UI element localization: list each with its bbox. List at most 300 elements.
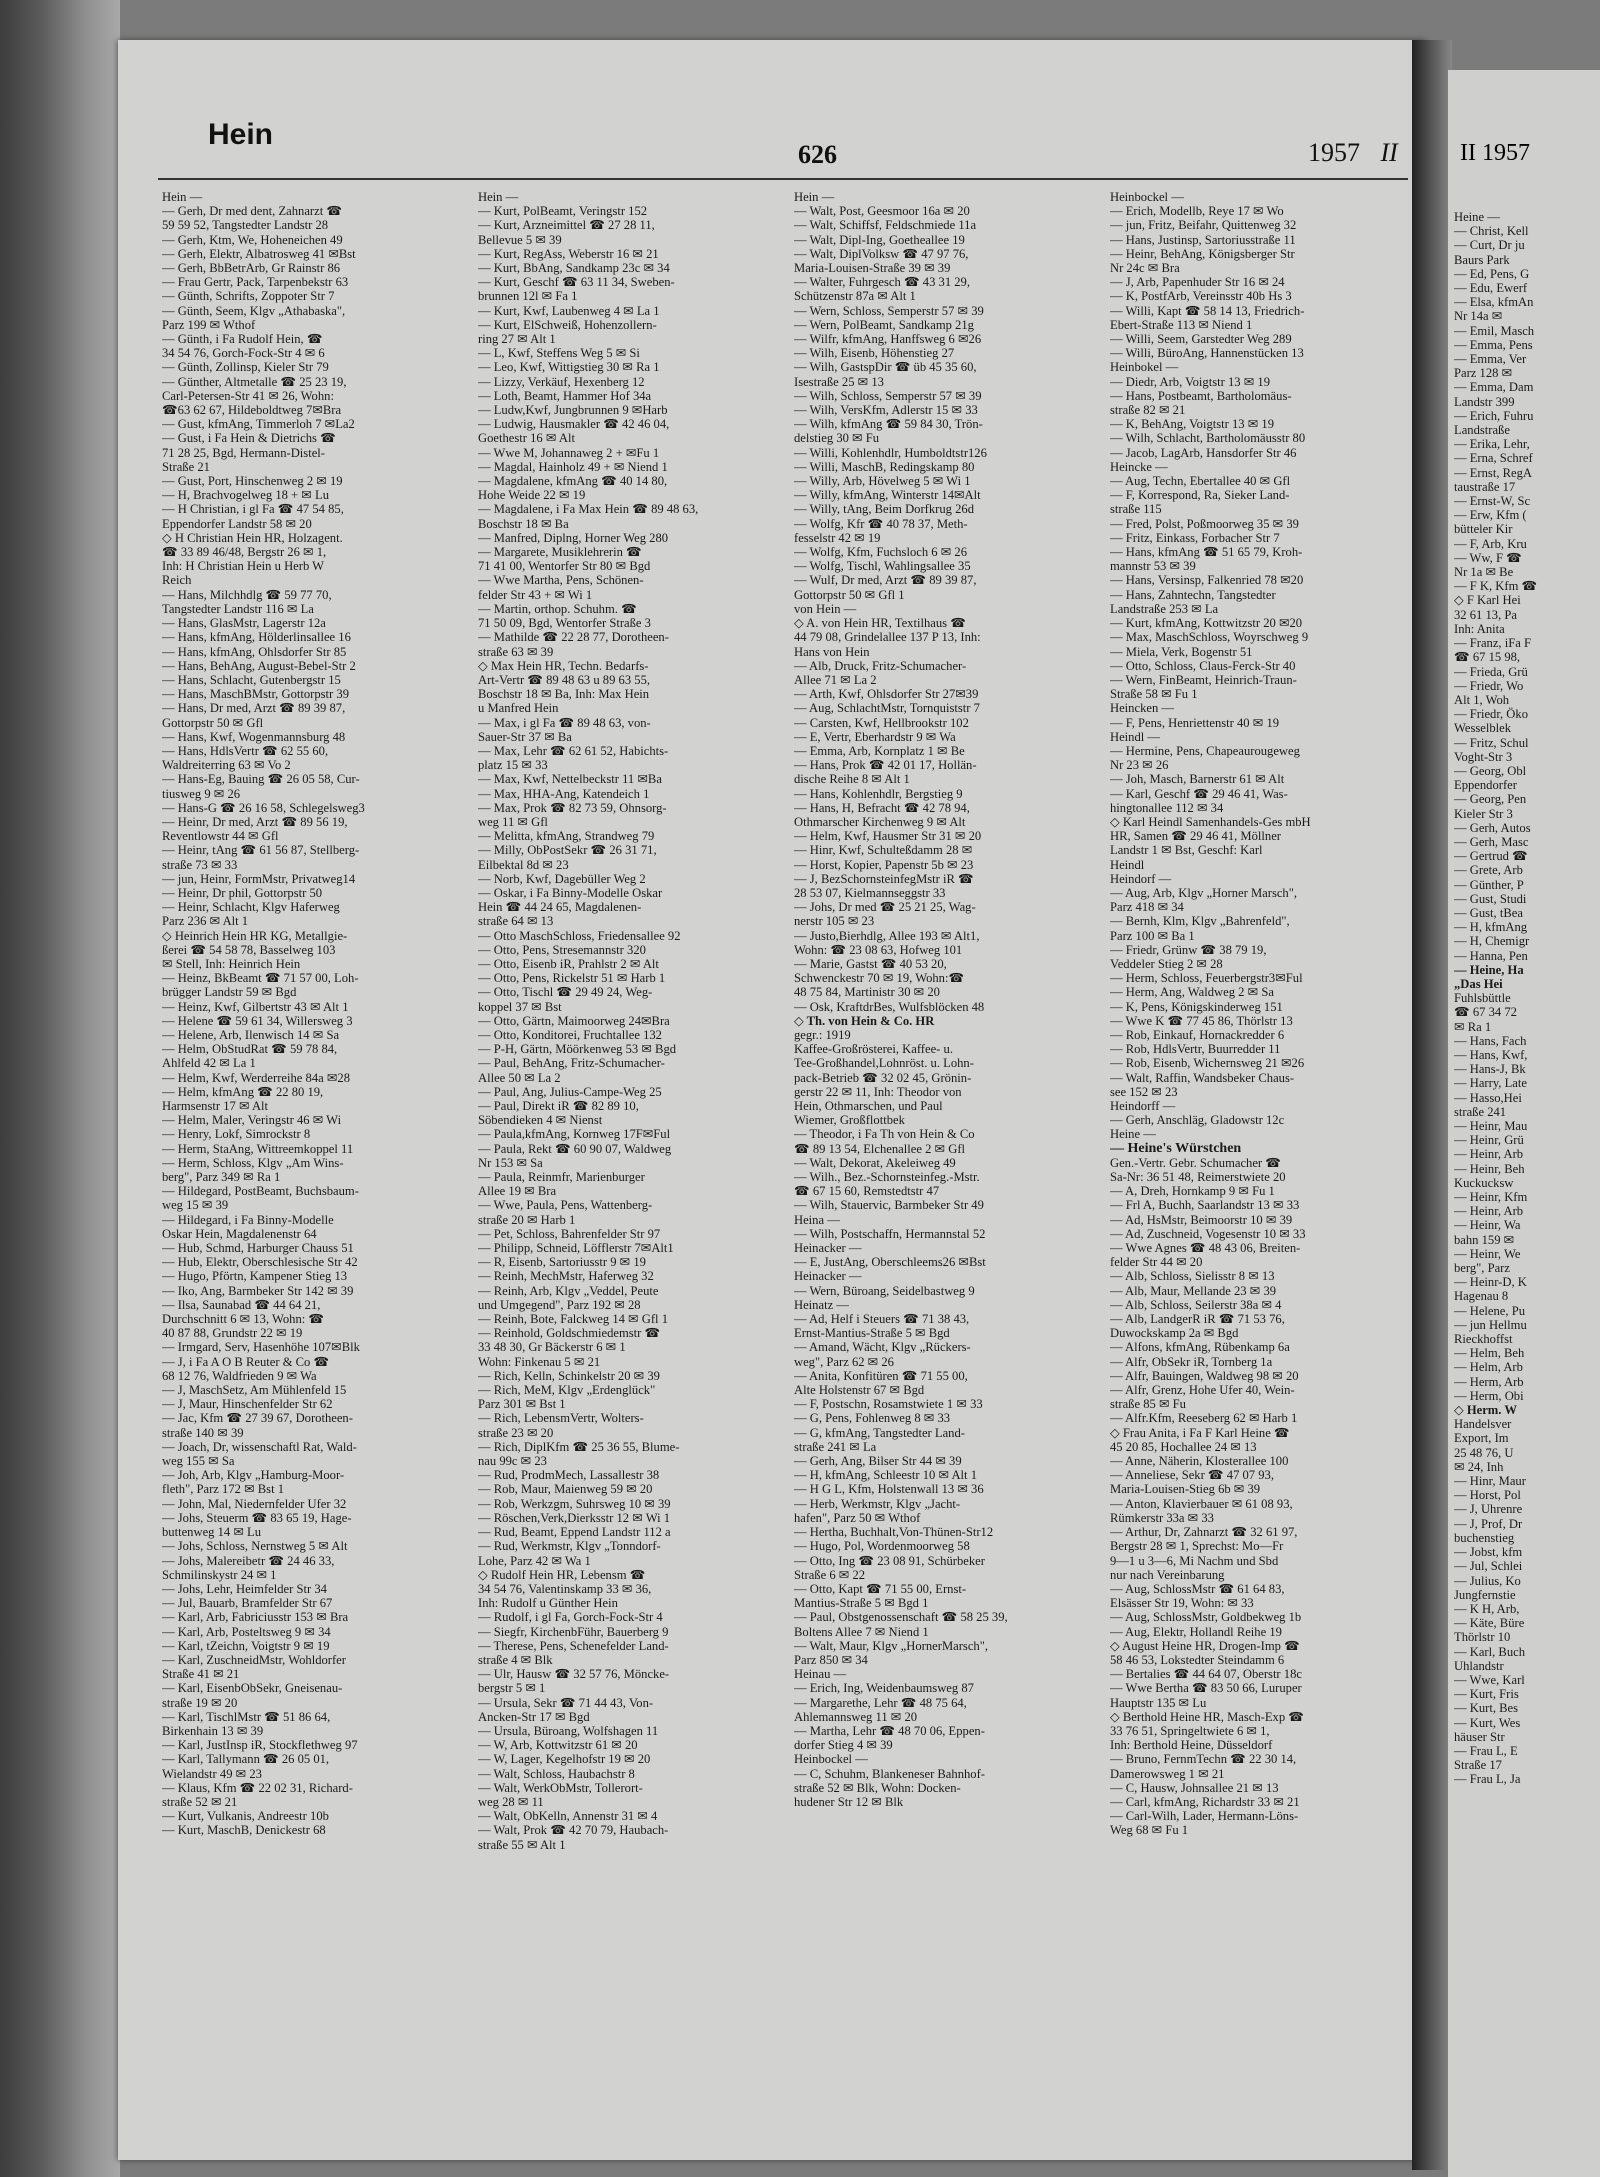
directory-entry-line: Ancken-Str 17 ✉ Bgd: [478, 1709, 590, 1724]
directory-entry-line: fesselstr 42 ✉ 19: [794, 530, 881, 545]
directory-entry-line: — Anne, Näherin, Klosterallee 100: [1110, 1454, 1289, 1469]
directory-entry-line: buchenstieg: [1454, 1530, 1515, 1545]
directory-entry-line: — Walt, Post, Geesmoor 16a ✉ 20: [794, 204, 970, 219]
directory-entry-line: Parz 850 ✉ 34: [794, 1652, 868, 1667]
directory-entry-line: — P-H, Gärtn, Möörkenweg 53 ✉ Bgd: [478, 1042, 677, 1057]
directory-entry-line: — Wilh, Postschaffn, Hermannstal 52: [794, 1226, 986, 1241]
directory-entry-line: straße 4 ✉ Blk: [478, 1652, 553, 1667]
directory-entry-line: — Paula, Rekt ☎ 60 90 07, Waldweg: [478, 1141, 672, 1156]
directory-entry-line: straße 241 ✉ La: [794, 1439, 877, 1454]
volume-roman: II: [1380, 138, 1398, 167]
directory-entry-line: — Max, HHA-Ang, Katendeich 1: [478, 786, 650, 801]
directory-entry-line: 28 53 07, Kielmannseggstr 33: [794, 885, 946, 900]
directory-entry-line: — Johs, Lehr, Heimfelder Str 34: [162, 1581, 327, 1596]
directory-entry-line: — Wwe K ☎ 77 45 86, Thörlstr 13: [1110, 1013, 1293, 1028]
directory-entry-line: straße 19 ✉ 20: [162, 1695, 238, 1710]
directory-entry-line: 34 54 76, Gorch-Fock-Str 4 ✉ 6: [162, 346, 325, 361]
directory-entry-line: — Alb, Schloss, Seilerstr 38a ✉ 4: [1110, 1297, 1282, 1312]
directory-entry-line: — H, kfmAng, Schleestr 10 ✉ Alt 1: [794, 1468, 978, 1483]
directory-entry-line: Thörlstr 10: [1454, 1630, 1511, 1645]
directory-entry-line: Parz 236 ✉ Alt 1: [162, 914, 249, 929]
directory-entry-line: delstieg 30 ✉ Fu: [794, 431, 880, 446]
directory-entry-line: Landstraße 253 ✉ La: [1110, 601, 1219, 616]
directory-entry-line: Kuckucksw: [1454, 1175, 1514, 1190]
directory-entry-line: — Hans, Versinsp, Falkenried 78 ✉20: [1110, 573, 1304, 588]
directory-entry-line: Inh: Anita: [1454, 621, 1505, 636]
directory-entry-line: nerstr 105 ✉ 23: [794, 914, 875, 929]
directory-entry-line: — J, Maur, Hinschenfelder Str 62: [162, 1397, 333, 1412]
directory-entry-line: Baurs Park: [1454, 252, 1510, 267]
directory-entry-line: — Philipp, Schneid, Löfflerstr 7✉Alt1: [478, 1241, 674, 1256]
directory-entry-line: Hans von Hein: [794, 644, 870, 659]
directory-entry-line: Parz 128 ✉: [1454, 366, 1513, 381]
directory-entry-line: — K, BehAng, Voigtstr 13 ✉ 19: [1110, 417, 1275, 432]
directory-entry-line: — Rich, LebensmVertr, Wolters-: [478, 1411, 644, 1426]
directory-entry-line: fleth", Parz 172 ✉ Bst 1: [162, 1482, 285, 1497]
directory-entry-line: Reich: [162, 573, 192, 588]
directory-entry-line: straße 82 ✉ 21: [1110, 403, 1186, 418]
directory-entry-line: — Hans, kfmAng ☎ 51 65 79, Kroh-: [1110, 545, 1303, 560]
directory-entry-line: — Walt, Prok ☎ 42 70 79, Haubach-: [478, 1823, 669, 1838]
directory-entry-line: Schmilinskystr 24 ✉ 1: [162, 1567, 277, 1582]
directory-entry-line: Damerowsweg 1 ✉ 21: [1110, 1766, 1225, 1781]
directory-entry-line: — Kurt, Fris: [1454, 1687, 1519, 1702]
column-3: [794, 190, 1094, 1809]
directory-entry-line: Straße 58 ✉ Fu 1: [1110, 687, 1198, 702]
directory-entry-line: — Wilh, Schloss, Semperstr 57 ✉ 39: [794, 388, 982, 403]
directory-entry-line: — Edu, Ewerf: [1454, 281, 1528, 296]
directory-entry-line: Schwenckestr 70 ✉ 19, Wohn:☎: [794, 971, 965, 986]
directory-entry-line: bahn 159 ✉: [1454, 1232, 1515, 1247]
directory-entry-line: — Johs, Malereibetr ☎ 24 46 33,: [162, 1553, 335, 1568]
directory-entry-line: 33 48 30, Gr Bäckerstr 6 ✉ 1: [478, 1340, 626, 1355]
directory-entry-line: — Helm, Beh: [1454, 1346, 1525, 1361]
directory-entry-line: — Hans, Kohlenhdlr, Bergstieg 9: [794, 786, 963, 801]
directory-entry-line: — Günther, Altmetalle ☎ 25 23 19,: [162, 374, 347, 389]
directory-entry-line: — H Christian, i gl Fa ☎ 47 54 85,: [162, 502, 344, 517]
directory-entry-line: — G, kfmAng, Tangstedter Land-: [794, 1425, 965, 1440]
directory-entry-line: hafen", Parz 50 ✉ Wthof: [794, 1510, 921, 1525]
directory-entry-line: — Anneliese, Sekr ☎ 47 07 93,: [1110, 1468, 1274, 1483]
directory-entry-line: — Gerh, Masc: [1454, 834, 1529, 849]
directory-entry-line: — Manfred, Diplng, Horner Weg 280: [478, 530, 669, 545]
directory-entry-line: felder Str 43 + ✉ Wi 1: [478, 587, 593, 602]
directory-entry-line: Weg 68 ✉ Fu 1: [1110, 1823, 1189, 1838]
directory-entry-line: Reventlowstr 44 ✉ Gfl: [162, 829, 279, 844]
directory-entry-line: Sauer-Str 37 ✉ Ba: [478, 729, 572, 744]
directory-entry-line: — Helm, Maler, Veringstr 46 ✉ Wi: [162, 1113, 342, 1128]
directory-entry-line: — Friedr, Grünw ☎ 38 79 19,: [1110, 942, 1267, 957]
directory-entry-line: — Hanna, Pen: [1454, 948, 1528, 963]
directory-entry-line: — Wilfr, kfmAng, Hanffsweg 6 ✉26: [794, 332, 982, 347]
directory-entry-line: Hein, Othmarschen, und Paul: [794, 1099, 943, 1113]
directory-entry-line: — Frau L, E: [1454, 1743, 1518, 1758]
directory-entry-line: — Gertrud ☎: [1454, 849, 1528, 864]
directory-entry-line: — Emma, Pens: [1454, 337, 1533, 352]
directory-entry-line: — Hans, GlasMstr, Lagerstr 12a: [162, 616, 326, 631]
directory-entry-line: — Otto, Tischl ☎ 29 49 24, Weg-: [478, 985, 653, 1000]
directory-entry-line: — Georg, Obl: [1454, 763, 1527, 778]
directory-entry-line: 58 46 53, Lokstedter Steindamm 6: [1110, 1652, 1285, 1667]
directory-entry-line: Kieler Str 3: [1454, 806, 1513, 821]
directory-entry-line: — Paul, BehAng, Fritz-Schumacher-: [478, 1056, 665, 1071]
directory-entry-line: — Irmgard, Serv, Hasenhöhe 107✉Blk: [162, 1340, 360, 1355]
directory-entry-line: — jun Hellmu: [1454, 1317, 1527, 1332]
directory-entry-line: — H G L, Kfm, Holstenwall 13 ✉ 36: [794, 1482, 984, 1497]
directory-entry-line: — Walt, Maur, Klgv „HornerMarsch",: [794, 1638, 988, 1653]
directory-entry-line: — Ad, HsMstr, Beimoorstr 10 ✉ 39: [1110, 1212, 1293, 1227]
directory-entry-line: — Max, Kwf, Nettelbeckstr 11 ✉Ba: [478, 772, 662, 787]
directory-entry-line: — Helene, Pu: [1454, 1303, 1525, 1318]
directory-entry-line: — Walt, Dekorat, Akeleiweg 49: [794, 1155, 956, 1170]
directory-entry-line: Maria-Louisen-Stieg 6b ✉ 39: [1110, 1482, 1261, 1497]
directory-entry-line: — Hans, Dr med, Arzt ☎ 89 39 87,: [162, 701, 346, 716]
directory-entry-line: — Wwe Bertha ☎ 83 50 66, Luruper: [1110, 1681, 1302, 1696]
directory-entry-line: 71 28 25, Bgd, Hermann-Distel-: [162, 445, 325, 460]
directory-entry-line: ☎ 67 34 72: [1454, 1005, 1517, 1020]
directory-entry-line: — Karl, Arb, Fabriciusstr 153 ✉ Bra: [162, 1610, 349, 1625]
directory-entry-line: — Rud, Beamt, Eppend Landstr 112 a: [478, 1525, 671, 1540]
directory-entry-line: — J, BezSchornsteinfegMstr iR ☎: [794, 871, 974, 886]
directory-entry-line: — Rob, Maur, Maienweg 59 ✉ 20: [478, 1482, 653, 1497]
directory-entry-line: Carl-Petersen-Str 41 ✉ 26, Wohn:: [162, 388, 334, 403]
directory-entry-line: — Bernh, Klm, Klgv „Bahrenfeld",: [1110, 914, 1290, 929]
directory-entry-line: — Walt, Schiffsf, Feldschmiede 11a: [794, 218, 977, 233]
directory-entry-line: — Frl A, Buchh, Saarlandstr 13 ✉ 33: [1110, 1198, 1300, 1213]
directory-entry-line: — Aug, SchlachtMstr, Tornquiststr 7: [794, 701, 980, 716]
directory-entry-line: Parz 418 ✉ 34: [1110, 900, 1184, 915]
directory-entry-line: — Wilh, kfmAng ☎ 59 84 30, Trön-: [794, 417, 983, 432]
directory-entry-line: — R, Eisenb, Sartoriusstr 9 ✉ 19: [478, 1255, 646, 1270]
directory-entry-line: — Günth, i Fa Rudolf Hein, ☎: [162, 332, 323, 347]
directory-entry-line: straße 52 ✉ Blk, Wohn: Docken-: [794, 1780, 961, 1795]
directory-entry-line: — Gerh, Autos: [1454, 820, 1531, 835]
directory-entry-line: — Marie, Gastst ☎ 40 53 20,: [794, 956, 947, 971]
directory-entry-line: Ernst-Mantius-Straße 5 ✉ Bgd: [794, 1326, 950, 1341]
directory-entry-line: Wesselblek: [1454, 721, 1512, 736]
directory-entry-line: — Miela, Verk, Bogenstr 51: [1110, 644, 1253, 659]
directory-entry-line: — Harry, Late: [1454, 1076, 1527, 1091]
directory-entry-line: Duwockskamp 2a ✉ Bgd: [1110, 1326, 1239, 1341]
directory-entry-line: — Willi, Kapt ☎ 58 14 13, Friedrich-: [1110, 303, 1305, 318]
directory-entry-line: — Paul, Obstgenossenschaft ☎ 58 25 39,: [794, 1610, 1008, 1625]
directory-entry-line: — Hans-Eg, Bauing ☎ 26 05 58, Cur-: [162, 772, 360, 787]
directory-entry-line: Heinatz —: [794, 1297, 849, 1312]
directory-entry-line: — Willi, Seem, Garstedter Weg 289: [1110, 332, 1292, 347]
directory-entry-line: — Kurt, Kwf, Laubenweg 4 ✉ La 1: [478, 303, 660, 318]
directory-entry-line: Hein —: [478, 190, 519, 204]
directory-entry-line: — Wolfg, Kfr ☎ 40 78 37, Meth-: [794, 516, 968, 531]
directory-entry-line: Alte Holstenstr 67 ✉ Bgd: [794, 1383, 925, 1398]
directory-entry-line: Heinbokel —: [1110, 360, 1179, 375]
scan-shadow-left: [0, 0, 120, 2177]
directory-entry-line: — Reinh, Arb, Klgv „Veddel, Peute: [478, 1283, 659, 1298]
directory-entry-line: straße 85 ✉ Fu: [1110, 1397, 1186, 1412]
column-4: [1110, 190, 1410, 1838]
directory-entry-line: — Kurt, Geschf ☎ 63 11 34, Sweben-: [478, 275, 675, 290]
directory-entry-line: — Diedr, Arb, Voigtstr 13 ✉ 19: [1110, 374, 1271, 389]
directory-entry-line: — Otto, Schloss, Claus-Ferck-Str 40: [1110, 658, 1296, 673]
directory-entry-line: — Fred, Polst, Poßmoorweg 35 ✉ 39: [1110, 516, 1299, 531]
directory-entry-line: — W, Arb, Kottwitzstr 61 ✉ 20: [478, 1738, 638, 1753]
directory-entry-line: — Mathilde ☎ 22 28 77, Dorotheen-: [478, 630, 669, 645]
directory-entry-line: — Kurt, Bes: [1454, 1701, 1519, 1716]
directory-entry-line: straße 73 ✉ 33: [162, 857, 238, 872]
directory-entry-line: — Pet, Schloss, Bahrenfelder Str 97: [478, 1226, 661, 1241]
directory-entry-line: Heinacker —: [794, 1241, 862, 1256]
directory-entry-line: — Hans, kfmAng, Hölderlinsallee 16: [162, 630, 351, 645]
directory-entry-line: — Friedr, Öko: [1454, 707, 1529, 722]
directory-entry-line: Handelsver: [1454, 1417, 1512, 1432]
directory-entry-line: — Willi, Kohlenhdlr, Humboldtstr126: [794, 445, 987, 460]
directory-entry-line: — Günther, P: [1454, 877, 1524, 892]
directory-entry-line: ßerei ☎ 54 58 78, Basselweg 103: [162, 942, 336, 957]
directory-entry-line: — Heinr-D, K: [1454, 1275, 1527, 1290]
directory-entry-line: Durchschnitt 6 ✉ 13, Wohn: ☎: [162, 1312, 325, 1327]
directory-entry-line: — Hildegard, i Fa Binny-Modelle: [162, 1212, 334, 1227]
directory-entry-line: weg 155 ✉ Sa: [162, 1454, 235, 1469]
directory-entry-line: Heina —: [794, 1212, 840, 1227]
directory-entry-line: — Hans, Postbeamt, Bartholomäus-: [1110, 388, 1292, 403]
directory-entry-line: — Karl, EisenbObSekr, Gneisenau-: [162, 1681, 343, 1696]
directory-entry-line: — Wern, FinBeamt, Heinrich-Traun-: [1110, 672, 1297, 687]
directory-entry-line: straße 20 ✉ Harb 1: [478, 1212, 576, 1227]
directory-entry-line: — Otto MaschSchloss, Friedensallee 92: [478, 928, 681, 943]
directory-entry-line: Othmarscher Kirchenweg 9 ✉ Alt: [794, 814, 966, 829]
directory-entry-line: — Kurt, Arzneimittel ☎ 27 28 11,: [478, 218, 655, 233]
directory-entry-line: — Amand, Wächt, Klgv „Rückers-: [794, 1340, 971, 1355]
directory-entry-line: — Helene ☎ 59 61 34, Willersweg 3: [162, 1013, 353, 1028]
directory-entry-line: ☎ 33 89 46/48, Bergstr 26 ✉ 1,: [162, 545, 327, 560]
directory-entry-line: — Jac, Kfm ☎ 27 39 67, Dorotheen-: [162, 1411, 353, 1426]
directory-entry-line: — Max, Prok ☎ 82 73 59, Ohnsorg-: [478, 800, 667, 815]
directory-entry-line: Hohe Weide 22 ✉ 19: [478, 488, 586, 503]
directory-entry-line: — Willy, kfmAng, Winterstr 14✉Alt: [794, 488, 981, 503]
directory-entry-line: straße 52 ✉ 21: [162, 1794, 238, 1809]
directory-entry-line: — Martha, Lehr ☎ 48 70 06, Eppen-: [794, 1723, 985, 1738]
directory-entry-line: — Justo,Bierhdlg, Allee 193 ✉ Alt1,: [794, 928, 980, 943]
directory-entry-line: — Hugo, Pförtn, Kampener Stieg 13: [162, 1269, 348, 1284]
directory-entry-line: Boschstr 18 ✉ Ba: [478, 516, 569, 531]
directory-entry-line: — Hans, Milchhdlg ☎ 59 77 70,: [162, 587, 332, 602]
directory-entry-line: Bergstr 28 ✉ 1, Sprechst: Mo—Fr: [1110, 1539, 1284, 1554]
directory-entry-line: — Hermine, Pens, Chapeaurougeweg: [1110, 743, 1300, 758]
directory-entry-line: — Heinr, BehAng, Königsberger Str: [1110, 246, 1295, 261]
directory-entry-line: — Arth, Kwf, Ohlsdorfer Str 27✉39: [794, 687, 979, 702]
directory-entry-line: — Hans, Prok ☎ 42 01 17, Hollän-: [794, 758, 977, 773]
directory-entry-line: hudener Str 12 ✉ Blk: [794, 1794, 904, 1809]
year: 1957: [1308, 138, 1360, 167]
directory-entry-line: — Herb, Werkmstr, Klgv „Jacht-: [794, 1496, 961, 1511]
directory-entry-line: — Aug, Arb, Klgv „Horner Marsch",: [1110, 885, 1298, 900]
directory-entry-line: — Alfr, ObSekr iR, Tornberg 1a: [1110, 1354, 1273, 1369]
directory-entry-line: hingtonallee 112 ✉ 34: [1110, 800, 1224, 815]
directory-entry-line: — Rich, Kelln, Schinkelstr 20 ✉ 39: [478, 1368, 660, 1383]
directory-entry-line: — Heinr, Beh: [1454, 1161, 1525, 1176]
directory-entry-line: — Emil, Masch: [1454, 323, 1535, 338]
directory-entry-line: — Jacob, LagArb, Hansdorfer Str 46: [1110, 445, 1297, 460]
directory-entry-line: — Ad, Helf i Steuers ☎ 71 38 43,: [794, 1312, 970, 1327]
directory-entry-line: bütteler Kir: [1454, 522, 1513, 537]
directory-entry-line: — Herm, Obi: [1454, 1388, 1524, 1403]
directory-entry-line: — Karl, ZuschneidMstr, Wohldorfer: [162, 1652, 346, 1667]
directory-entry-line: — Magdal, Hainholz 49 + ✉ Niend 1: [478, 459, 668, 474]
directory-entry-line: — Wulf, Dr med, Arzt ☎ 89 39 87,: [794, 573, 977, 588]
directory-entry-line: pack-Betrieb ☎ 32 02 45, Grönin-: [794, 1070, 972, 1085]
directory-entry-line: Nr 1a ✉ Be: [1454, 565, 1514, 580]
directory-entry-line: — Bruno, FernmTechn ☎ 22 30 14,: [1110, 1752, 1297, 1767]
directory-entry-line: ☎ 67 15 60, Remstedtstr 47: [794, 1184, 940, 1199]
directory-entry-line: — Karl, Geschf ☎ 29 46 41, Was-: [1110, 786, 1288, 801]
directory-entry-line: Rieckhoffst: [1454, 1332, 1513, 1347]
directory-entry-line: — Herm, Ang, Waldweg 2 ✉ Sa: [1110, 985, 1274, 1000]
directory-entry-line: — Hans, Schlacht, Gutenbergstr 15: [162, 672, 341, 687]
directory-entry-line: ☎ 89 13 54, Elchenallee 2 ✉ Gfl: [794, 1141, 966, 1156]
directory-entry-line: und Umgegend", Parz 192 ✉ 28: [478, 1297, 641, 1312]
running-head-year: [1308, 138, 1398, 168]
directory-entry-line: — Arthur, Dr, Zahnarzt ☎ 32 61 97,: [1110, 1525, 1298, 1540]
directory-entry-line: — Hasso,Hei: [1454, 1090, 1522, 1105]
directory-entry-line: — Erich, Fuhru: [1454, 408, 1534, 423]
directory-entry-line: — Kurt, Wes: [1454, 1715, 1521, 1730]
directory-entry-line: Hein —: [794, 190, 835, 204]
directory-entry-line: — Wolfg, Kfm, Fuchsloch 6 ✉ 26: [794, 545, 968, 560]
directory-entry-line: — Herm, Schloss, Klgv „Am Wins-: [162, 1155, 344, 1170]
running-head-name: Hein: [208, 118, 274, 151]
directory-entry-line: — Kurt, ElSchweiß, Hohenzollern-: [478, 317, 657, 332]
directory-entry-line: — Erich, Ing, Weidenbaumsweg 87: [794, 1681, 974, 1696]
directory-entry-line: Heindl —: [1110, 729, 1161, 744]
directory-entry-line: — K, Pens, Königskinderweg 151: [1110, 999, 1283, 1014]
directory-entry-line: — Hub, Elektr, Oberschlesische Str 42: [162, 1255, 358, 1270]
directory-entry-line: gerstr 22 ✉ 11, Inh: Theodor von: [794, 1084, 962, 1099]
directory-entry-line: Landstraße: [1454, 423, 1510, 438]
directory-entry-line: — Aug, Techn, Ebertallee 40 ✉ Gfl: [1110, 474, 1291, 489]
directory-entry-line: — Herm, StaAng, Wittreemkoppel 11: [162, 1141, 354, 1156]
directory-entry-line: — Ulr, Hausw ☎ 32 57 76, Möncke-: [478, 1667, 670, 1682]
page-number: 626: [798, 140, 837, 169]
facing-page-column: [1454, 210, 1600, 1787]
directory-entry-line: — Alb, Maur, Mellande 23 ✉ 39: [1110, 1283, 1277, 1298]
directory-entry-line: — Horst, Kopier, Papenstr 5b ✉ 23: [794, 857, 974, 872]
directory-entry-line: — Frau L, Ja: [1454, 1772, 1521, 1787]
directory-entry-line: — Wern, PolBeamt, Sandkamp 21g: [794, 317, 974, 332]
directory-entry-line: Birkenhain 13 ✉ 39: [162, 1723, 264, 1738]
directory-entry-line: Straße 17: [1454, 1758, 1502, 1773]
directory-entry-line: „Das Hei: [1454, 976, 1503, 991]
directory-entry-line: — Heinz, Kwf, Gilbertstr 43 ✉ Alt 1: [162, 999, 349, 1014]
directory-entry-line: Wohn: Finkenau 5 ✉ 21: [478, 1354, 601, 1369]
directory-entry-line: — Margarethe, Lehr ☎ 48 75 64,: [794, 1695, 967, 1710]
directory-entry-line: — Henry, Lokf, Simrockstr 8: [162, 1127, 311, 1142]
directory-entry-line: — Herm, Arb: [1454, 1374, 1524, 1389]
directory-entry-line: — F, Pens, Henriettenstr 40 ✉ 19: [1110, 715, 1280, 730]
directory-entry-line: — Hans-J, Bk: [1454, 1062, 1526, 1077]
directory-entry-line: — Rudolf, i gl Fa, Gorch-Fock-Str 4: [478, 1610, 663, 1625]
directory-entry-line: Eppendorfer: [1454, 778, 1517, 793]
directory-entry-line: — Wilh., Bez.-Schornsteinfeg.-Mstr.: [794, 1170, 980, 1185]
directory-entry-line: Tee-Großhandel,Lohnröst. u. Lohn-: [794, 1056, 974, 1071]
directory-entry-line: — Helm, Kwf, Hausmer Str 31 ✉ 20: [794, 829, 982, 844]
directory-entry-line: — Ernst-W, Sc: [1454, 494, 1531, 509]
directory-entry-line: Wiemer, Großflottbek: [794, 1113, 905, 1128]
directory-entry-line: — Alb, LandgerR iR ☎ 71 53 76,: [1110, 1312, 1285, 1327]
directory-entry-line: — Aug, SchlossMstr, Goldbekweg 1b: [1110, 1610, 1302, 1625]
directory-entry-line: — Kurt, RegAss, Weberstr 16 ✉ 21: [478, 246, 659, 261]
directory-entry-line: Parz 199 ✉ Wthof: [162, 317, 256, 332]
directory-entry-line: — Hertha, Buchhalt,Von-Thünen-Str12: [794, 1525, 994, 1540]
directory-entry-line: — Hans, Kwf, Wogenmannsburg 48: [162, 729, 346, 744]
directory-entry-line: Straße 41 ✉ 21: [162, 1667, 240, 1682]
directory-entry-line: — Wilh, Schlacht, Bartholomäusstr 80: [1110, 431, 1306, 446]
directory-entry-line: straße 241: [1454, 1104, 1507, 1119]
directory-entry-line: — Hans, Kwf,: [1454, 1047, 1528, 1062]
directory-entry-line: Parz 100 ✉ Ba 1: [1110, 928, 1195, 943]
directory-entry-line: Harmsenstr 17 ✉ Alt: [162, 1099, 269, 1113]
directory-entry-line: — Günth, Zollinsp, Kieler Str 79: [162, 360, 329, 375]
directory-entry-line: — Heinr, Arb: [1454, 1147, 1524, 1162]
directory-entry-line: — Jobst, kfm: [1454, 1545, 1523, 1560]
directory-entry-line: Sa-Nr: 36 51 48, Reimerstwiete 20: [1110, 1170, 1286, 1185]
directory-entry-line: Ebert-Straße 113 ✉ Niend 1: [1110, 317, 1253, 332]
directory-entry-line: ◇ Frau Anita, i Fa F Karl Heine ☎: [1110, 1425, 1290, 1440]
directory-entry-line: — F K, Kfm ☎: [1454, 579, 1538, 594]
directory-entry-line: — Frau Gertr, Pack, Tarpenbekstr 63: [162, 275, 349, 290]
directory-entry-line: Veddeler Stieg 2 ✉ 28: [1110, 956, 1223, 971]
directory-entry-line: Fuhlsbüttle: [1454, 991, 1511, 1006]
directory-entry-line: — A, Dreh, Hornkamp 9 ✉ Fu 1: [1110, 1184, 1275, 1199]
directory-entry-line: — Wern, Büroang, Seidelbastweg 9: [794, 1283, 975, 1298]
directory-entry-line: — Alb, Schloss, Sielisstr 8 ✉ 13: [1110, 1269, 1275, 1284]
directory-entry-line: — Anton, Klavierbauer ✉ 61 08 93,: [1110, 1496, 1293, 1511]
directory-entry-line: Uhlandstr: [1454, 1658, 1504, 1673]
directory-entry-line: — Wwe, Paula, Pens, Wattenberg-: [478, 1198, 653, 1213]
directory-entry-line: — Carsten, Kwf, Hellbrookstr 102: [794, 715, 969, 730]
directory-entry-line: — Karl, tZeichn, Voigtstr 9 ✉ 19: [162, 1638, 330, 1653]
directory-entry-line: weg", Parz 62 ✉ 26: [794, 1354, 894, 1369]
directory-entry-line: — Hinr, Kwf, Schulteßdamm 28 ✉: [794, 843, 973, 858]
directory-entry-line: — Kurt, BbAng, Sandkamp 23c ✉ 34: [478, 261, 670, 276]
directory-entry-line: Nr 14a ✉: [1454, 309, 1503, 324]
directory-entry-line: — Hub, Schmd, Harburger Chauss 51: [162, 1241, 354, 1256]
directory-entry-line: — Rob, HdlsVertr, Buurredder 11: [1110, 1042, 1281, 1057]
directory-entry-line: — Ludw,Kwf, Jungbrunnen 9 ✉Harb: [478, 403, 668, 418]
directory-entry-line: Gen.-Vertr. Gebr. Schumacher ☎: [1110, 1155, 1281, 1170]
directory-entry-line: gegr.: 1919: [794, 1027, 851, 1042]
directory-entry-line: — Iko, Ang, Barmbeker Str 142 ✉ 39: [162, 1283, 354, 1298]
directory-entry-line: — Paula,kfmAng, Kornweg 17F✉Ful: [478, 1127, 671, 1142]
directory-entry-line: 33 76 51, Springeltwiete 6 ✉ 1,: [1110, 1723, 1270, 1738]
directory-entry-line: Wielandstr 49 ✉ 23: [162, 1766, 262, 1781]
directory-entry-line: — Willi, MaschB, Redingskamp 80: [794, 459, 975, 474]
directory-entry-line: — Willy, Arb, Hövelweg 5 ✉ Wi 1: [794, 474, 971, 489]
directory-entry-line: Heinbockel —: [794, 1752, 868, 1767]
directory-entry-line: — Ilsa, Saunabad ☎ 44 64 21,: [162, 1297, 321, 1312]
directory-entry-line: Heindl: [1110, 857, 1145, 872]
directory-entry-line: Eppendorfer Landstr 58 ✉ 20: [162, 516, 312, 531]
directory-entry-line: — H, Chemigr: [1454, 934, 1530, 949]
directory-entry-line: — Heinr, Dr med, Arzt ☎ 89 56 19,: [162, 814, 348, 829]
directory-entry-line: — Gerh, Ktm, We, Hoheneichen 49: [162, 232, 343, 247]
directory-entry-line: — Heinz, BkBeamt ☎ 71 57 00, Loh-: [162, 971, 359, 986]
directory-entry-line: ✉ Stell, Inh: Heinrich Hein: [162, 956, 301, 971]
directory-entry-line: Landstr 1 ✉ Bst, Geschf: Karl: [1110, 843, 1263, 858]
directory-entry-line: Jungfernstie: [1454, 1587, 1516, 1602]
directory-entry-line: 25 48 76, U: [1454, 1445, 1514, 1460]
directory-entry-line: platz 15 ✉ 33: [478, 758, 548, 773]
directory-entry-line: — Leo, Kwf, Wittigstieg 30 ✉ Ra 1: [478, 360, 660, 375]
directory-entry-line: — Wilh, VersKfm, Adlerstr 15 ✉ 33: [794, 403, 978, 418]
